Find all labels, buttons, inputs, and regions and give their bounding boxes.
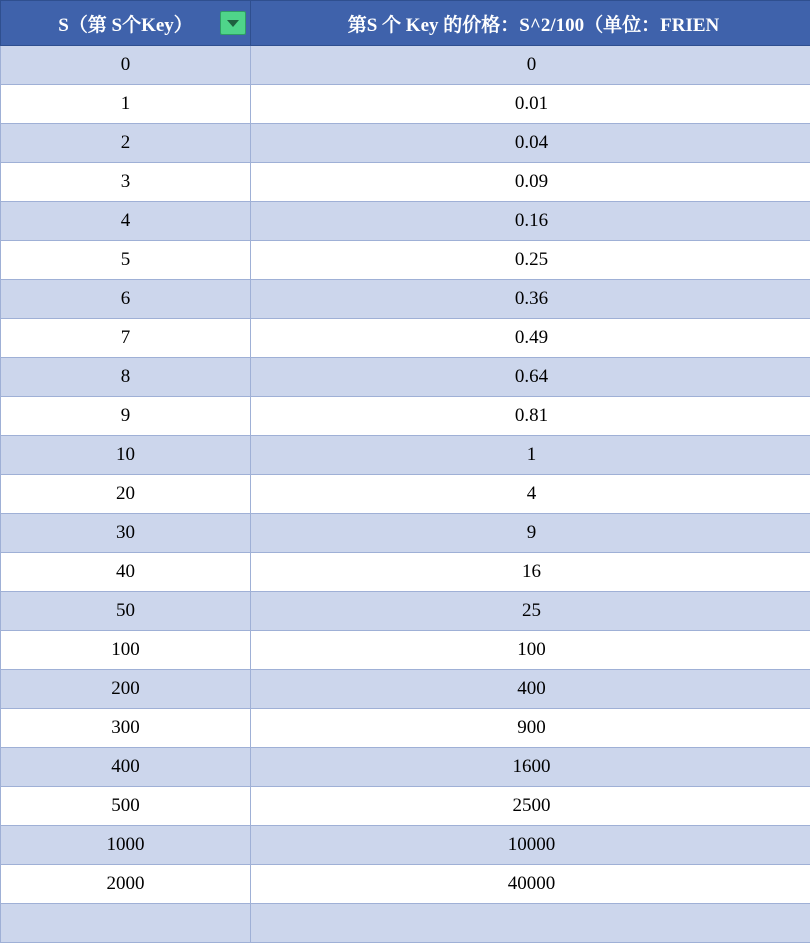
cell-s[interactable]: 40 <box>1 553 251 592</box>
cell-s[interactable]: 8 <box>1 358 251 397</box>
cell-price[interactable]: 900 <box>251 709 810 748</box>
cell-s[interactable]: 200 <box>1 670 251 709</box>
table-row[interactable] <box>1 280 810 319</box>
cell-price[interactable]: 0.04 <box>251 124 810 163</box>
table-body <box>1 46 810 943</box>
cell-s[interactable]: 2000 <box>1 865 251 904</box>
cell-s[interactable]: 2 <box>1 124 251 163</box>
cell-s[interactable]: 30 <box>1 514 251 553</box>
table-row[interactable] <box>1 865 810 904</box>
table-row[interactable] <box>1 163 810 202</box>
cell-price[interactable]: 2500 <box>251 787 810 826</box>
cell-price[interactable]: 10000 <box>251 826 810 865</box>
cell-s[interactable]: 5 <box>1 241 251 280</box>
table-row[interactable] <box>1 709 810 748</box>
cell-price[interactable]: 400 <box>251 670 810 709</box>
cell-price[interactable]: 16 <box>251 553 810 592</box>
cell-price[interactable]: 25 <box>251 592 810 631</box>
cell-price[interactable] <box>251 904 810 943</box>
table-row[interactable] <box>1 319 810 358</box>
column-header-price[interactable] <box>251 1 810 46</box>
table-row[interactable] <box>1 241 810 280</box>
cell-s[interactable]: 1 <box>1 85 251 124</box>
cell-price[interactable]: 0.25 <box>251 241 810 280</box>
cell-price[interactable]: 0 <box>251 46 810 85</box>
table-row[interactable] <box>1 397 810 436</box>
cell-price[interactable]: 0.64 <box>251 358 810 397</box>
cell-s[interactable]: 50 <box>1 592 251 631</box>
cell-s[interactable]: 1000 <box>1 826 251 865</box>
cell-price[interactable]: 0.16 <box>251 202 810 241</box>
table-header-row <box>1 1 810 46</box>
table-row[interactable] <box>1 85 810 124</box>
table-row[interactable] <box>1 202 810 241</box>
cell-price[interactable]: 1 <box>251 436 810 475</box>
cell-s[interactable]: 0 <box>1 46 251 85</box>
table-row[interactable] <box>1 748 810 787</box>
table-row-partial[interactable] <box>1 904 810 943</box>
cell-s[interactable]: 4 <box>1 202 251 241</box>
table-row[interactable] <box>1 670 810 709</box>
table-row[interactable] <box>1 826 810 865</box>
column-header-s[interactable] <box>1 1 251 46</box>
filter-dropdown-icon[interactable] <box>220 11 246 35</box>
cell-s[interactable]: 300 <box>1 709 251 748</box>
cell-price[interactable]: 100 <box>251 631 810 670</box>
table-row[interactable] <box>1 358 810 397</box>
table-row[interactable] <box>1 436 810 475</box>
column-header-s-label: S（第 S个Key） <box>58 15 193 36</box>
cell-price[interactable]: 0.49 <box>251 319 810 358</box>
column-header-price-label: 第S 个 Key 的价格：S^2/100（单位：FRIEN <box>348 15 720 36</box>
cell-s[interactable]: 9 <box>1 397 251 436</box>
table-row[interactable] <box>1 787 810 826</box>
cell-price[interactable]: 0.81 <box>251 397 810 436</box>
table-row[interactable] <box>1 475 810 514</box>
cell-s[interactable]: 400 <box>1 748 251 787</box>
table-row[interactable] <box>1 553 810 592</box>
chevron-down-icon <box>227 20 239 27</box>
cell-s[interactable]: 20 <box>1 475 251 514</box>
table-row[interactable] <box>1 124 810 163</box>
cell-s[interactable]: 3 <box>1 163 251 202</box>
cell-s[interactable]: 100 <box>1 631 251 670</box>
table-row[interactable] <box>1 592 810 631</box>
table-row[interactable] <box>1 514 810 553</box>
cell-s[interactable]: 7 <box>1 319 251 358</box>
cell-price[interactable]: 0.36 <box>251 280 810 319</box>
cell-price[interactable]: 1600 <box>251 748 810 787</box>
table-row[interactable] <box>1 631 810 670</box>
cell-price[interactable]: 4 <box>251 475 810 514</box>
cell-s[interactable]: 10 <box>1 436 251 475</box>
cell-price[interactable]: 0.01 <box>251 85 810 124</box>
cell-s[interactable]: 6 <box>1 280 251 319</box>
cell-price[interactable]: 0.09 <box>251 163 810 202</box>
cell-s[interactable]: 500 <box>1 787 251 826</box>
cell-price[interactable]: 9 <box>251 514 810 553</box>
table-row[interactable] <box>1 46 810 85</box>
cell-s[interactable] <box>1 904 251 943</box>
cell-price[interactable]: 40000 <box>251 865 810 904</box>
